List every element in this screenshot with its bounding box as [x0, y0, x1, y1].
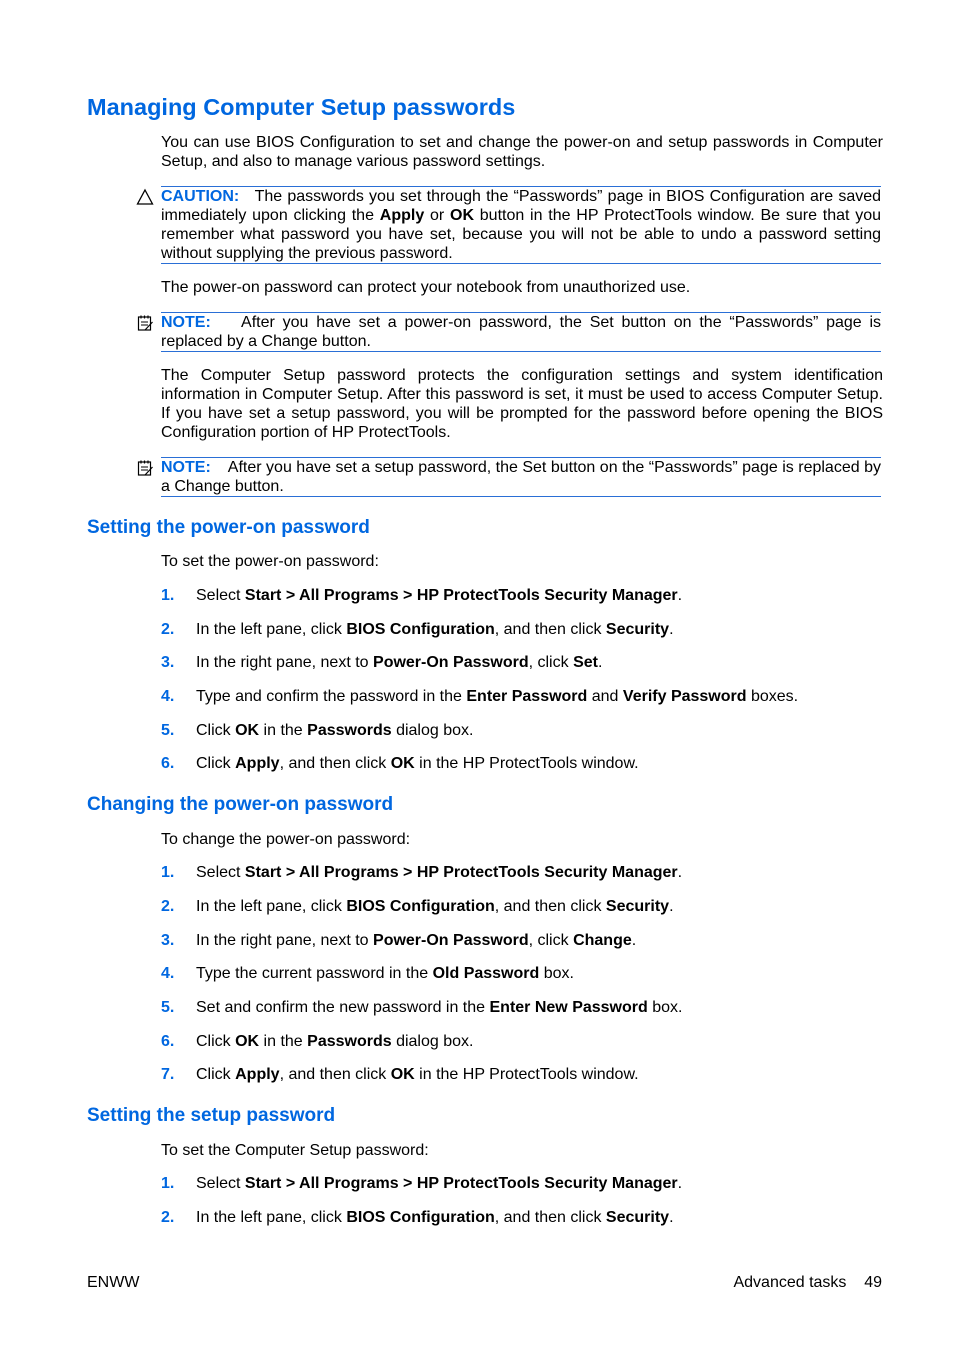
step-text: in the	[259, 722, 308, 739]
step-number: 1.	[161, 587, 175, 604]
changing-poweron-intro: To change the power-on password:	[161, 831, 411, 848]
step-text: .	[677, 1175, 683, 1192]
step-text: Select	[196, 587, 245, 604]
step-text: .	[597, 654, 603, 671]
caution-box	[161, 186, 881, 264]
step-text: , and then click	[279, 755, 391, 772]
step-text: boxes.	[746, 688, 799, 705]
note-label-1: NOTE:	[161, 314, 211, 331]
step-text: , and then click	[494, 621, 606, 638]
step-bold: Passwords	[307, 1033, 392, 1050]
step-text: In the left pane, click	[196, 621, 347, 638]
step-text: In the right pane, next to	[196, 932, 374, 949]
step-text: in the HP ProtectTools window.	[414, 1066, 639, 1083]
note-label-2: NOTE:	[161, 459, 211, 476]
step-bold: OK	[235, 722, 260, 739]
step-text: , and then click	[494, 898, 606, 915]
step-text: in the HP ProtectTools window.	[414, 755, 639, 772]
step-number: 3.	[161, 932, 175, 949]
step-text: and	[587, 688, 623, 705]
step-bold: Enter New Password	[489, 999, 648, 1016]
step-number: 2.	[161, 898, 175, 915]
intro-paragraph: You can use BIOS Configuration to set and change the power-on and setup passwords in Computer Setup, and also to manage various password settings.	[161, 134, 883, 170]
step-bold: Start > All Programs > HP ProtectTools Security Manager	[244, 587, 678, 604]
caution-label: CAUTION:	[161, 188, 240, 205]
heading-setting-poweron: Setting the power-on password	[87, 517, 370, 538]
step-text: , click	[528, 932, 574, 949]
note-box-1	[161, 312, 881, 352]
step-text: dialog box.	[391, 722, 474, 739]
note-pad-icon	[136, 459, 154, 477]
step-bold: Verify Password	[622, 688, 747, 705]
step-bold: Security	[605, 621, 670, 638]
step-text: Type the current password in the	[196, 965, 433, 982]
note-pad-icon	[136, 314, 154, 332]
setting-poweron-intro: To set the power-on password:	[161, 553, 379, 570]
page-title: Managing Computer Setup passwords	[87, 94, 516, 120]
step-text: In the left pane, click	[196, 898, 347, 915]
step-bold: BIOS Configuration	[346, 1209, 495, 1226]
caution-ok: OK	[450, 207, 474, 224]
step-number: 6.	[161, 755, 175, 772]
step-bold: Apply	[235, 755, 280, 772]
step-number: 4.	[161, 965, 175, 982]
step-bold: Start > All Programs > HP ProtectTools Security Manager	[244, 1175, 678, 1192]
setup-password-paragraph: The Computer Setup password protects the configuration settings and system identification information in Computer Setup. After this password is set, it must be used to access Computer Setup. If you have set a setup password, you will be prompted for the password before opening the BIOS Configuration portion of HP ProtectTools.	[161, 367, 883, 441]
step-bold: BIOS Configuration	[346, 621, 495, 638]
step-text: In the left pane, click	[196, 1209, 347, 1226]
caution-text-2: or	[424, 207, 450, 224]
caution-apply: Apply	[379, 207, 425, 224]
step-text: .	[631, 932, 637, 949]
caution-text-3: button in the HP ProtectTools window. Be sure that you remember what password you have set, because you will not be able to undo a password setting without supplying the previous password.	[161, 207, 882, 262]
step-bold: Power-On Password	[373, 654, 529, 671]
step-text: box.	[539, 965, 574, 982]
step-text: .	[669, 621, 674, 638]
footer-right	[733, 1273, 882, 1292]
step-number: 5.	[161, 722, 175, 739]
heading-changing-poweron: Changing the power-on password	[87, 794, 394, 815]
setting-setup-intro: To set the Computer Setup password:	[161, 1142, 429, 1159]
note-text-1: After you have set a power-on password, the Set button on the “Passwords” page is replaced by a Change button.	[161, 314, 882, 350]
step-bold: Enter Password	[466, 688, 588, 705]
step-bold: Set	[573, 654, 598, 671]
step-text: dialog box.	[391, 1033, 474, 1050]
step-bold: OK	[235, 1033, 260, 1050]
step-text: , and then click	[279, 1066, 391, 1083]
heading-setting-setup: Setting the setup password	[87, 1105, 336, 1126]
step-bold: Start > All Programs > HP ProtectTools Security Manager	[244, 864, 678, 881]
step-number: 3.	[161, 654, 175, 671]
warning-triangle-icon	[136, 188, 154, 206]
step-bold: OK	[390, 755, 415, 772]
step-text: Type and confirm the password in the	[196, 688, 467, 705]
step-text: Set and confirm the new password in the	[196, 999, 490, 1016]
step-number: 7.	[161, 1066, 175, 1083]
step-text: Select	[196, 1175, 245, 1192]
step-text: , click	[528, 654, 574, 671]
step-text: Click	[196, 1033, 236, 1050]
step-text: Click	[196, 755, 236, 772]
step-number: 1.	[161, 1175, 175, 1192]
note-box-2	[161, 457, 881, 497]
caution-text-1: The passwords you set through the “Passwords” page in BIOS Configuration are saved immediately upon clicking the	[161, 188, 882, 224]
footer-section: Advanced tasks	[733, 1274, 847, 1291]
step-number: 2.	[161, 621, 175, 638]
step-text: Select	[196, 864, 245, 881]
step-text: .	[669, 1209, 674, 1226]
poweron-intro: The power-on password can protect your notebook from unauthorized use.	[161, 279, 691, 296]
step-number: 6.	[161, 1033, 175, 1050]
footer-left: ENWW	[87, 1274, 140, 1291]
step-bold: BIOS Configuration	[346, 898, 495, 915]
step-text: .	[669, 898, 674, 915]
step-bold: Passwords	[307, 722, 392, 739]
step-text: Click	[196, 1066, 236, 1083]
step-bold: Power-On Password	[373, 932, 529, 949]
step-bold: Security	[605, 1209, 670, 1226]
step-text: , and then click	[494, 1209, 606, 1226]
step-bold: Change	[573, 932, 632, 949]
step-text: box.	[647, 999, 683, 1016]
note-text-2: After you have set a setup password, the Set button on the “Passwords” page is replaced by a Change button.	[161, 459, 881, 495]
step-bold: Apply	[235, 1066, 280, 1083]
page-number: 49	[864, 1274, 882, 1291]
step-text: Click	[196, 722, 236, 739]
step-text: .	[677, 587, 683, 604]
step-text: .	[677, 864, 683, 881]
step-bold: Security	[605, 898, 670, 915]
step-number: 4.	[161, 688, 175, 705]
step-bold: Old Password	[432, 965, 540, 982]
step-number: 5.	[161, 999, 175, 1016]
step-text: in the	[259, 1033, 308, 1050]
step-number: 1.	[161, 864, 175, 881]
step-number: 2.	[161, 1209, 175, 1226]
step-bold: OK	[390, 1066, 415, 1083]
step-text: In the right pane, next to	[196, 654, 374, 671]
